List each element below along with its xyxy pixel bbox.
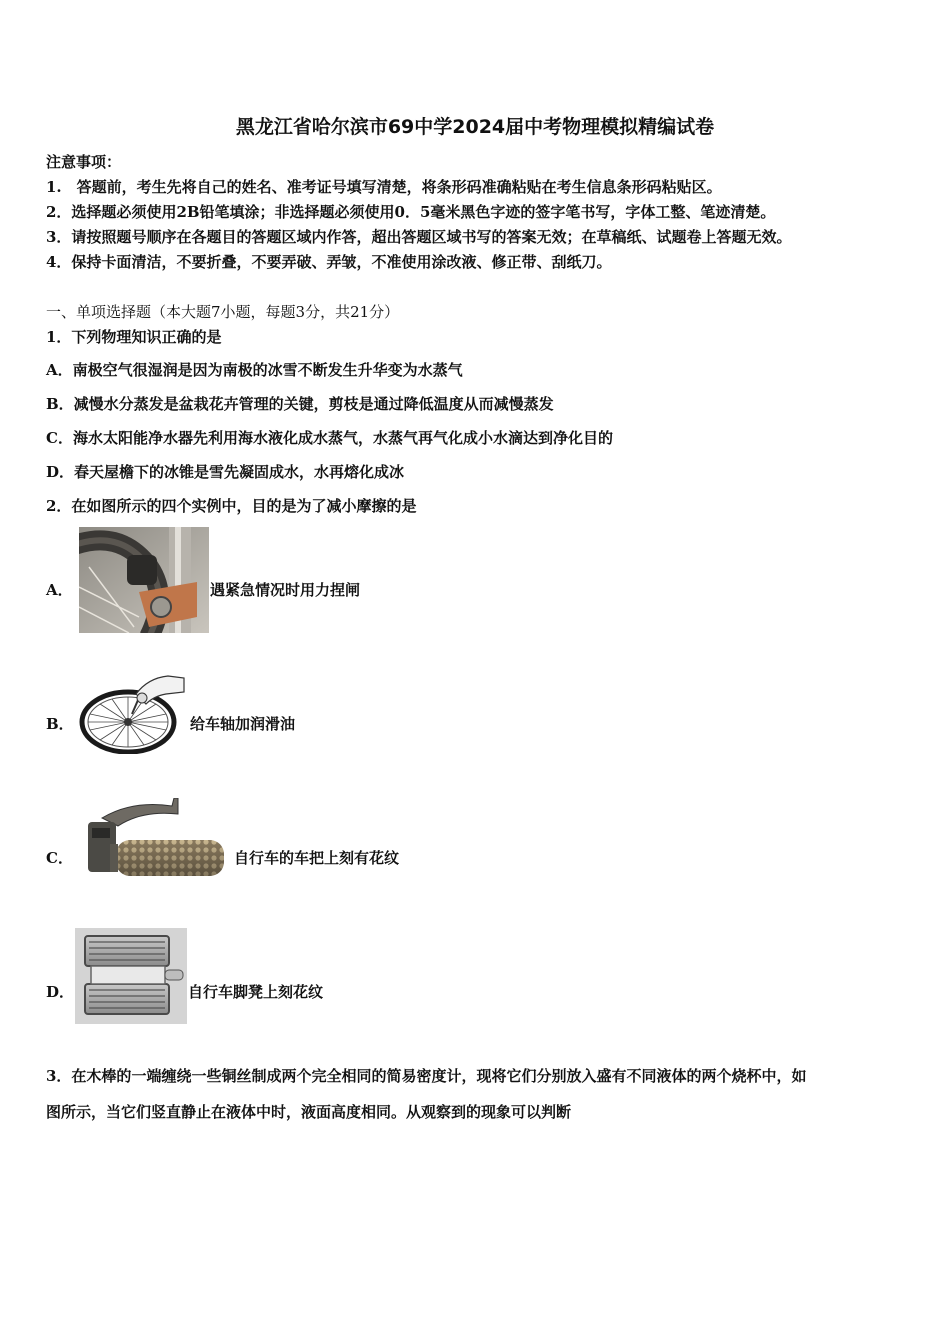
bike-pedal-icon [75, 928, 187, 1024]
notice-item-3: 3．请按照题号顺序在各题目的答题区域内作答，超出答题区域书写的答案无效；在草稿纸、试题卷上答题无效。 [46, 228, 792, 246]
notice-item-1: 1. 答题前，考生先将自己的姓名、准考证号填写清楚，将条形码准确粘贴在考生信息条形码粘贴区。 [46, 178, 722, 196]
q2-stem: 2．在如图所示的四个实例中，目的是为了减小摩擦的是 [46, 497, 417, 515]
q2-option-c-label: C． [46, 849, 73, 867]
q1-stem: 1．下列物理知识正确的是 [46, 328, 222, 346]
notice-heading: 注意事项： [46, 153, 122, 171]
q1-option-c: C．海水太阳能净水器先利用海水液化成水蒸气，水蒸气再气化成小水滴达到净化目的 [46, 429, 613, 447]
q2-option-d-label: D． [46, 983, 75, 1001]
notice-item-2: 2．选择题必须使用2B铅笔填涂；非选择题必须使用0．5毫米黑色字迹的签字笔书写，字体工整、笔迹清楚。 [46, 203, 776, 221]
bike-handlebar-grip-icon [82, 798, 228, 886]
bike-brake-photo-icon [79, 527, 209, 633]
q1-option-d: D．春天屋檐下的冰锥是雪先凝固成水，水再熔化成冰 [46, 463, 405, 481]
q1-option-a: A．南极空气很湿润是因为南极的冰雪不断发生升华变为水蒸气 [46, 361, 463, 379]
q2-option-a-text: 遇紧急情况时用力捏闸 [210, 581, 361, 599]
q2-option-d-text: 自行车脚凳上刻花纹 [188, 983, 324, 1001]
notice-item-4: 4．保持卡面清洁，不要折叠，不要弄破、弄皱，不准使用涂改液、修正带、刮纸刀。 [46, 253, 612, 271]
q2-option-b-label: B． [46, 715, 74, 733]
q2-option-a-label: A． [46, 581, 73, 599]
document-title: 黑龙江省哈尔滨市69中学2024届中考物理模拟精编试卷 [235, 116, 715, 138]
q2-option-b-text: 给车轴加润滑油 [190, 715, 296, 733]
bike-wheel-oiling-icon [76, 670, 188, 754]
q3-stem-line-2: 图所示，当它们竖直静止在液体中时，液面高度相同。从观察到的现象可以判断 [46, 1103, 572, 1121]
q2-option-c-text: 自行车的车把上刻有花纹 [234, 849, 400, 867]
section-heading: 一、单项选择题（本大题7小题，每题3分，共21分） [46, 303, 400, 321]
q3-stem-line-1: 3．在木棒的一端缠绕一些铜丝制成两个完全相同的简易密度计，现将它们分别放入盛有不同液体的两个烧杯中，如 [46, 1067, 807, 1085]
q1-option-b: B．减慢水分蒸发是盆栽花卉管理的关键，剪枝是通过降低温度从而减慢蒸发 [46, 395, 554, 413]
